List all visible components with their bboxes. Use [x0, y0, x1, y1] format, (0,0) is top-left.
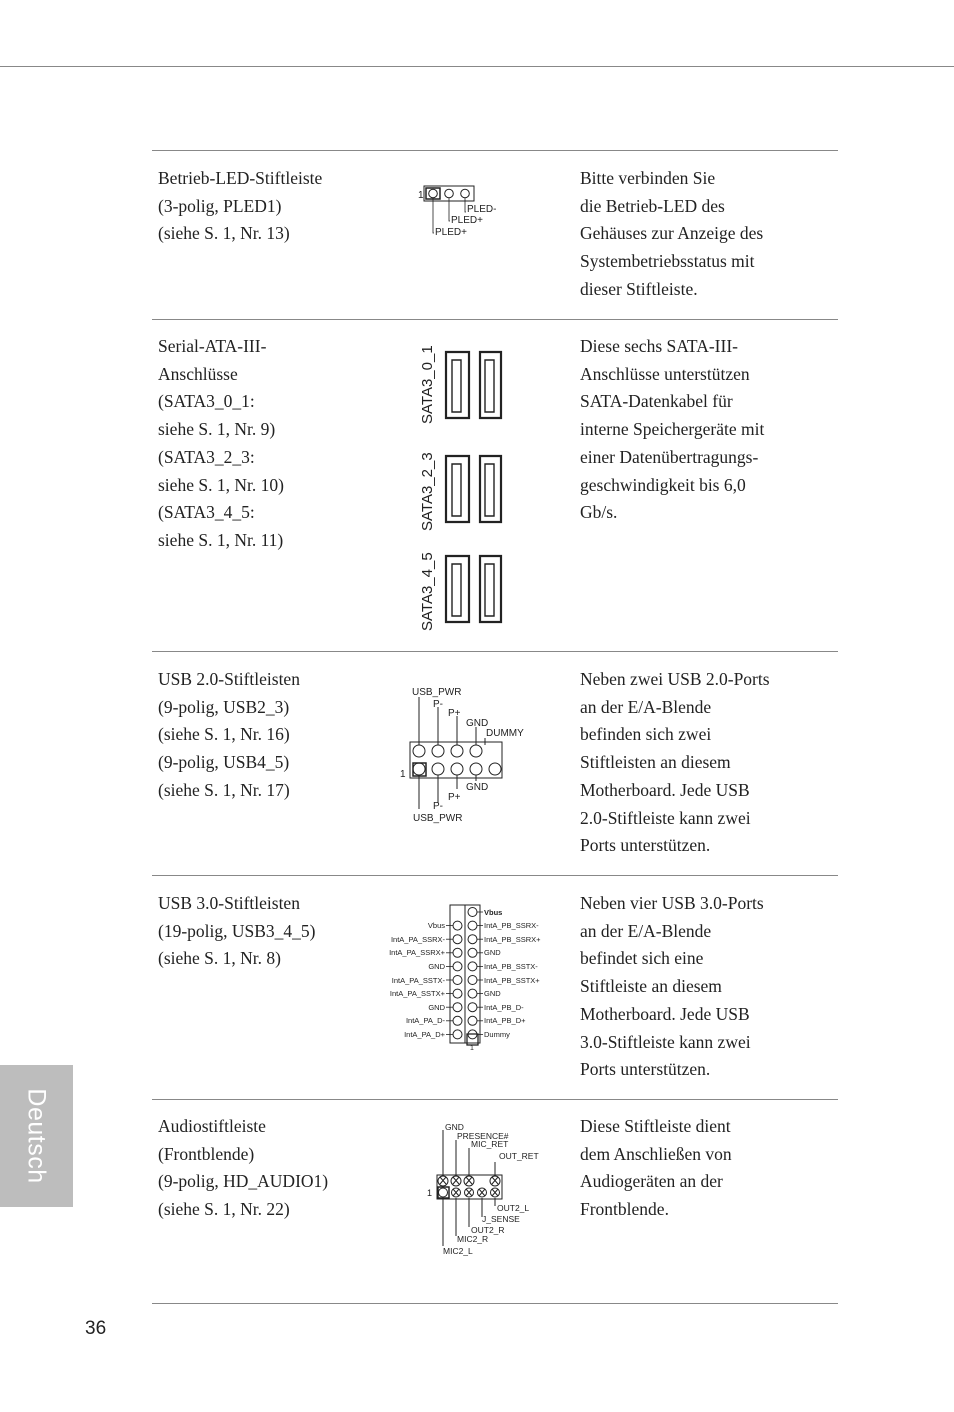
- pin1-label: 1: [400, 769, 406, 780]
- text-line: Neben vier USB 3.0-Ports: [580, 893, 764, 913]
- sata3-2-3-label: SATA3_2_3: [419, 452, 436, 531]
- text-line: Motherboard. Jede USB: [580, 779, 750, 800]
- text-line: siehe S. 1, Nr. 9): [158, 419, 276, 440]
- text-line: 3.0-Stiftleiste kann zwei: [580, 1031, 751, 1052]
- header-pin: [468, 921, 477, 930]
- pin-label: IntA_PA_SSRX-: [390, 935, 445, 944]
- header-pin: [468, 989, 477, 998]
- section-divider: [152, 875, 838, 876]
- pled-description-left: [158, 165, 322, 248]
- usb3-description-left: [158, 890, 316, 973]
- text-line: (Frontblende): [158, 1143, 255, 1164]
- pin1-label: 1: [427, 1188, 433, 1198]
- header-rule: [0, 66, 954, 67]
- text-line: Anschlüsse unterstützen: [580, 363, 750, 384]
- text-line: einer Datenübertragungs-: [580, 446, 759, 467]
- text-line: 2.0-Stiftleiste kann zwei: [580, 807, 751, 828]
- text-line: (3-polig, PLED1): [158, 195, 282, 216]
- text-line: die Betrieb-LED des: [580, 195, 725, 216]
- text-line: Gb/s.: [580, 502, 618, 523]
- pin-label: MIC_RET: [471, 1139, 509, 1149]
- header-pin: [468, 908, 477, 917]
- pin-label: P+: [448, 708, 461, 719]
- language-tab: [0, 1065, 73, 1207]
- text-line: siehe S. 1, Nr. 11): [158, 529, 284, 550]
- pin-label: IntA_PB_D-: [484, 1003, 524, 1012]
- pin-label: GND: [428, 962, 445, 971]
- pin-label: USB_PWR: [413, 813, 463, 824]
- header-pin: [468, 1003, 477, 1012]
- pled-header-diagram: [410, 178, 520, 248]
- pin-label: IntA_PB_D+: [484, 1016, 526, 1025]
- text-line: Anschlüsse: [158, 363, 238, 384]
- text-line: Ports unterstützen.: [580, 1059, 711, 1080]
- pin-label: IntA_PB_SSRX+: [484, 935, 541, 944]
- audio-header-diagram: [425, 1118, 555, 1258]
- pin-label: IntA_PB_SSRX-: [484, 921, 539, 930]
- header-pin: [453, 962, 462, 971]
- text-line: (SATA3_4_5:: [158, 502, 255, 523]
- header-pin: [468, 976, 477, 985]
- pin-label: GND: [445, 1122, 464, 1132]
- pin-label: J_SENSE: [482, 1214, 520, 1224]
- text-line: siehe S. 1, Nr. 10): [158, 474, 284, 495]
- section-divider: [152, 1303, 838, 1304]
- pin-label: PLED-: [467, 204, 497, 215]
- text-line: Ports unterstützen.: [580, 835, 711, 856]
- pin1-label: 1: [470, 1045, 474, 1052]
- section-divider: [152, 319, 838, 320]
- pin-label: IntA_PB_SSTX+: [484, 976, 540, 985]
- text-line: (SATA3_0_1:: [158, 391, 255, 412]
- pin-label: DUMMY: [486, 728, 524, 739]
- header-pin: [453, 1016, 462, 1025]
- text-line: Diese Stiftleiste dient: [580, 1116, 731, 1136]
- pin-label: MIC2_R: [457, 1234, 489, 1244]
- page-number: 36: [85, 1318, 107, 1339]
- sata-description-left: [158, 333, 284, 555]
- text-line: Audiogeräten an der: [580, 1171, 723, 1192]
- usb2-header-diagram: [398, 683, 548, 828]
- audio-description-left: [158, 1113, 328, 1224]
- text-line: dieser Stiftleiste.: [580, 278, 698, 299]
- text-line: (siehe S. 1, Nr. 17): [158, 779, 290, 800]
- pin-label: PLED+: [451, 215, 483, 226]
- pin-label: IntA_PA_D-: [405, 1016, 445, 1025]
- header-pin: [453, 1030, 462, 1039]
- header-pin: [468, 935, 477, 944]
- pin-label: PRESENCE#: [457, 1131, 509, 1141]
- text-line: (9-polig, HD_AUDIO1): [158, 1171, 329, 1192]
- text-line: (19-polig, USB3_4_5): [158, 920, 316, 941]
- pin-label: Vbus: [427, 921, 445, 930]
- text-line: Bitte verbinden Sie: [580, 168, 716, 188]
- header-pin: [453, 935, 462, 944]
- sata3-4-5-label: SATA3_4_5: [419, 552, 436, 631]
- pin-label: PLED+: [435, 227, 467, 238]
- pin-label: GND: [484, 948, 501, 957]
- pin-label: OUT2_R: [471, 1225, 505, 1235]
- text-line: Stiftleisten an diesem: [580, 752, 731, 773]
- pin-label: MIC2_L: [443, 1246, 473, 1256]
- pin-label: IntA_PB_SSTX-: [484, 962, 538, 971]
- pin-label: OUT2_L: [497, 1203, 530, 1213]
- pin-label: GND: [484, 989, 501, 998]
- text-line: USB 3.0-Stiftleisten: [158, 893, 300, 913]
- text-line: (9-polig, USB4_5): [158, 752, 290, 773]
- usb2-description-right: [580, 666, 770, 860]
- header-pin: [453, 976, 462, 985]
- pin-label: P-: [433, 699, 443, 710]
- text-line: SATA-Datenkabel für: [580, 391, 733, 412]
- pin-label: P-: [433, 801, 443, 812]
- header-pin: [468, 962, 477, 971]
- header-pin: [453, 1003, 462, 1012]
- usb3-header-diagram: [375, 900, 565, 1060]
- text-line: Frontblende.: [580, 1199, 669, 1220]
- text-line: Systembetriebsstatus mit: [580, 251, 755, 272]
- text-line: Motherboard. Jede USB: [580, 1003, 750, 1024]
- section-divider: [152, 651, 838, 652]
- pin-label: IntA_PA_SSTX-: [391, 976, 445, 985]
- section-divider: [152, 150, 838, 151]
- text-line: Gehäuses zur Anzeige des: [580, 223, 764, 244]
- sata-connectors-diagram: [405, 340, 515, 635]
- text-line: USB 2.0-Stiftleisten: [158, 669, 300, 689]
- pin-label: OUT_RET: [499, 1151, 539, 1161]
- text-line: Betrieb-LED-Stiftleiste: [158, 168, 323, 188]
- text-line: Neben zwei USB 2.0-Ports: [580, 669, 770, 689]
- pin-label: Vbus: [484, 908, 503, 917]
- usb2-description-left: [158, 666, 300, 805]
- section-divider: [152, 1099, 838, 1100]
- text-line: an der E/A-Blende: [580, 696, 712, 717]
- text-line: geschwindigkeit bis 6,0: [580, 474, 746, 495]
- pin-label: GND: [466, 782, 489, 793]
- text-line: Serial-ATA-III-: [158, 336, 267, 356]
- pled-description-right: [580, 165, 763, 304]
- sata3-0-1-label: SATA3_0_1: [419, 345, 436, 424]
- language-tab-label: Deutsch: [22, 1088, 51, 1184]
- text-line: (9-polig, USB2_3): [158, 696, 290, 717]
- text-line: Audiostiftleiste: [158, 1116, 266, 1136]
- text-line: (SATA3_2_3:: [158, 446, 255, 467]
- pin-label: GND: [428, 1003, 445, 1012]
- header-pin: [453, 921, 462, 930]
- pin-label: GND: [466, 718, 489, 729]
- pin-label: USB_PWR: [412, 687, 462, 698]
- pin1-label: 1: [418, 190, 424, 201]
- pin-label: IntA_PA_SSRX+: [389, 948, 445, 957]
- header-pin: [453, 948, 462, 957]
- usb3-description-right: [580, 890, 764, 1084]
- text-line: Diese sechs SATA-III-: [580, 336, 738, 356]
- text-line: (siehe S. 1, Nr. 8): [158, 948, 281, 969]
- pin-label: Dummy: [484, 1030, 510, 1039]
- audio-description-right: [580, 1113, 732, 1224]
- text-line: befindet sich eine: [580, 948, 704, 969]
- sata-description-right: [580, 333, 764, 527]
- text-line: (siehe S. 1, Nr. 22): [158, 1199, 290, 1220]
- text-line: an der E/A-Blende: [580, 920, 712, 941]
- text-line: (siehe S. 1, Nr. 16): [158, 724, 290, 745]
- header-pin: [453, 989, 462, 998]
- header-pin: [468, 948, 477, 957]
- pin-label: IntA_PA_D+: [404, 1030, 445, 1039]
- text-line: Stiftleiste an diesem: [580, 976, 722, 997]
- pin-label: IntA_PA_SSTX+: [389, 989, 445, 998]
- text-line: interne Speichergeräte mit: [580, 419, 765, 440]
- text-line: dem Anschließen von: [580, 1143, 732, 1164]
- text-line: befinden sich zwei: [580, 724, 712, 745]
- pin-label: P+: [448, 792, 461, 803]
- header-pin: [468, 1016, 477, 1025]
- text-line: (siehe S. 1, Nr. 13): [158, 223, 290, 244]
